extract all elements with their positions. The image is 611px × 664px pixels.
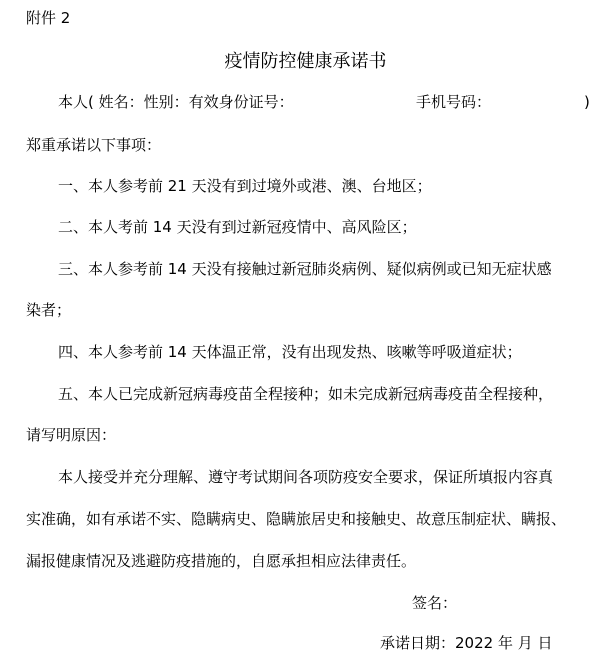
statement-line-3: 漏报健康情况及逃避防疫措施的，自愿承担相应法律责任。 (26, 552, 417, 570)
item-5-line-1: 五、本人已完成新冠病毒疫苗全程接种；如未完成新冠病毒疫苗全程接种， (58, 385, 554, 403)
item-5-line-2: 请写明原因： (26, 426, 117, 444)
attachment-label: 附件 2 (26, 9, 71, 27)
intro-text: 郑重承诺以下事项： (26, 136, 162, 154)
pledge-date-line: 承诺日期：2022 年 月 日 (380, 634, 553, 652)
phone-label: 手机号码： (416, 93, 492, 111)
statement-line-1: 本人接受并充分理解、遵守考试期间各项防疫安全要求，保证所填报内容真 (58, 468, 554, 486)
pledger-info-line (58, 92, 590, 112)
item-3-line-2: 染者； (26, 301, 72, 319)
item-1-line-1: 一、本人参考前 21 天没有到过境外或港、澳、台地区； (58, 177, 432, 195)
document-title: 疫情防控健康承诺书 (224, 51, 387, 72)
signature-label: 签名： (412, 594, 458, 612)
item-3-line-1: 三、本人参考前 14 天没有接触过新冠肺炎病例、疑似病例或已知无症状感 (58, 260, 552, 278)
pledger-info-prefix: 本人( 姓名：性别：有效身份证号： (58, 93, 294, 111)
item-2-line-1: 二、本人考前 14 天没有到过新冠疫情中、高风险区； (58, 218, 417, 236)
item-4-line-1: 四、本人参考前 14 天体温正常，没有出现发热、咳嗽等呼吸道症状； (58, 343, 522, 361)
statement-line-2: 实准确，如有承诺不实、隐瞒病史、隐瞒旅居史和接触史、故意压制症状、瞒报、 (26, 510, 567, 528)
close-paren: ) (584, 93, 590, 111)
